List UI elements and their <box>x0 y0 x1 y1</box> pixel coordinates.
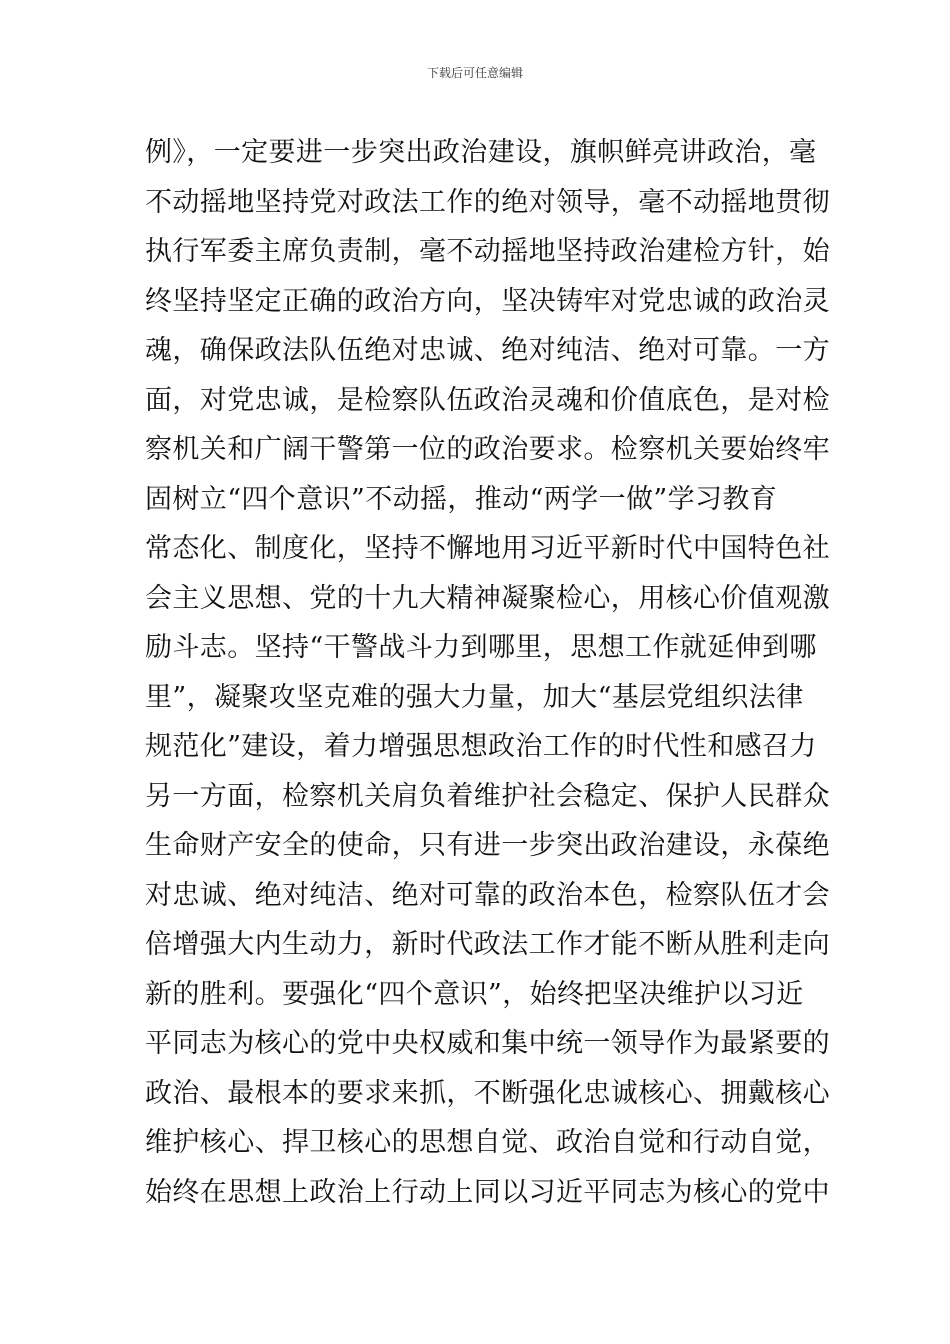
page-header: 下载后可任意编辑 <box>426 66 523 80</box>
text-line: 对忠诚、绝对纯洁、绝对可靠的政治本色，检察队伍才会 <box>145 879 830 911</box>
text-line: 另一方面，检察机关肩负着维护社会稳定、保护人民群众 <box>145 780 830 812</box>
text-line: 魂，确保政法队伍绝对忠诚、绝对纯洁、绝对可靠。一方 <box>145 335 830 366</box>
text-line: 会主义思想、党的十九大精神凝聚检心，用核心价值观激 <box>145 582 830 614</box>
text-line: 不动摇地坚持党对政法工作的绝对领导，毫不动摇地贯彻 <box>145 186 830 218</box>
text-line: 平同志为核心的党中央权威和集中统一领导作为最紧要的 <box>145 1028 830 1059</box>
text-line: 执行军委主席负责制，毫不动摇地坚持政治建检方针，始 <box>145 236 830 267</box>
text-line: 政治、最根本的要求来抓，不断强化忠诚核心、拥戴核心 <box>145 1077 830 1109</box>
text-line: 新的胜利。要强化“四个意识”，始终把坚决维护以习近 <box>145 978 804 1010</box>
text-line: 维护核心、捍卫核心的思想自觉、政治自觉和行动自觉， <box>145 1127 830 1158</box>
text-line: 面，对党忠诚，是检察队伍政治灵魂和价值底色，是对检 <box>145 384 830 416</box>
body-text <box>145 128 830 1217</box>
text-line: 常态化、制度化，坚持不懈地用习近平新时代中国特色社 <box>145 533 830 564</box>
text-line: 励斗志。坚持“干警战斗力到哪里，思想工作就延伸到哪 <box>145 632 817 663</box>
text-line: 规范化”建设，着力增强思想政治工作的时代性和感召力 <box>145 731 817 762</box>
text-line: 生命财产安全的使命，只有进一步突出政治建设，永葆绝 <box>145 830 830 861</box>
text-line: 固树立“四个意识”不动摇，推动“两学一做”学习教育 <box>145 483 778 515</box>
text-line: 始终在思想上政治上行动上同以习近平同志为核心的党中 <box>145 1176 830 1208</box>
text-line: 察机关和广阔干警第一位的政治要求。检察机关要始终牢 <box>145 434 830 465</box>
text-line: 倍增强大内生动力，新时代政法工作才能不断从胜利走向 <box>145 929 830 960</box>
text-line: 里”，凝聚攻坚克难的强大力量，加大“基层党组织法律 <box>145 681 804 713</box>
text-line: 例》，一定要进一步突出政治建设，旗帜鲜亮讲政治，毫 <box>145 137 817 168</box>
text-line: 终坚持坚定正确的政治方向，坚决铸牢对党忠诚的政治灵 <box>145 285 830 317</box>
